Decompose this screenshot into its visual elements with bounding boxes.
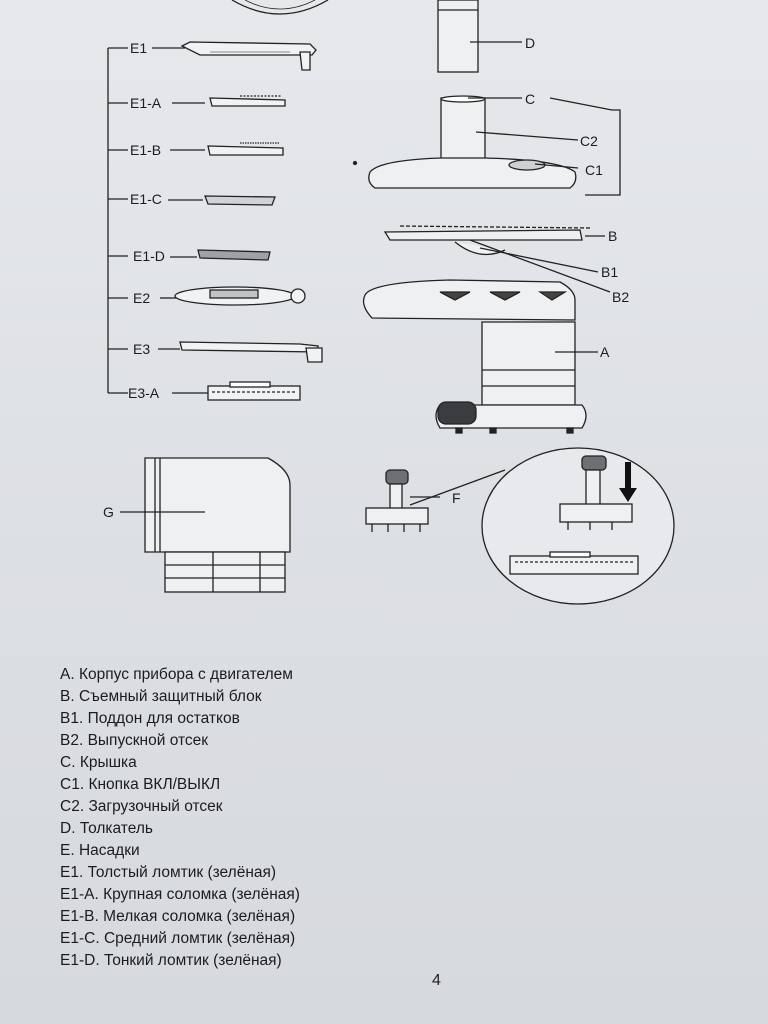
pusher-d	[438, 0, 522, 72]
legend-item: D. Толкатель	[60, 820, 153, 837]
legend-item: C1. Кнопка ВКЛ/ВЫКЛ	[60, 776, 221, 793]
detail-inset	[482, 448, 674, 604]
container-g	[120, 458, 290, 592]
legend-item: C. Крышка	[60, 754, 137, 771]
page-number: 4	[432, 972, 441, 989]
label-e3-a: E3-A	[128, 385, 160, 401]
label-e1-a: E1-A	[130, 95, 162, 111]
label-b1: B1	[601, 264, 619, 280]
label-g: G	[103, 504, 114, 520]
legend-item: E1. Толстый ломтик (зелёная)	[60, 864, 277, 881]
label-e1-d: E1-D	[133, 248, 165, 264]
label-b: B	[608, 228, 618, 244]
legend-item: B. Съемный защитный блок	[60, 688, 262, 705]
legend-item: E. Насадки	[60, 842, 140, 859]
legend-item: E1-B. Мелкая соломка (зелёная)	[60, 908, 296, 925]
legend-item: E1-D. Тонкий ломтик (зелёная)	[60, 952, 282, 969]
label-e2: E2	[133, 290, 151, 306]
label-a: A	[600, 344, 610, 360]
label-e1-b: E1-B	[130, 142, 162, 158]
motor-body-a	[364, 280, 598, 433]
parts-legend	[60, 664, 480, 972]
legend-item: B1. Поддон для остатков	[60, 710, 240, 727]
label-c2: C2	[580, 133, 598, 149]
legend-item: E1-A. Крупная соломка (зелёная)	[60, 886, 300, 903]
label-e3: E3	[133, 341, 151, 357]
legend-item: B2. Выпускной отсек	[60, 732, 209, 749]
legend-item: E1-C. Средний ломтик (зелёная)	[60, 930, 296, 947]
legend-item: A. Корпус прибора с двигателем	[60, 666, 293, 683]
label-f: F	[452, 490, 461, 506]
top-disc-fragment	[232, 0, 328, 14]
label-e1: E1	[130, 40, 148, 56]
label-c: C	[525, 91, 536, 107]
label-b2: B2	[612, 289, 630, 305]
legend-item: C2. Загрузочный отсек	[60, 798, 223, 815]
label-e1-c: E1-C	[130, 191, 162, 207]
label-d: D	[525, 35, 536, 51]
attachment-e1	[152, 42, 316, 70]
label-c1: C1	[585, 162, 603, 178]
